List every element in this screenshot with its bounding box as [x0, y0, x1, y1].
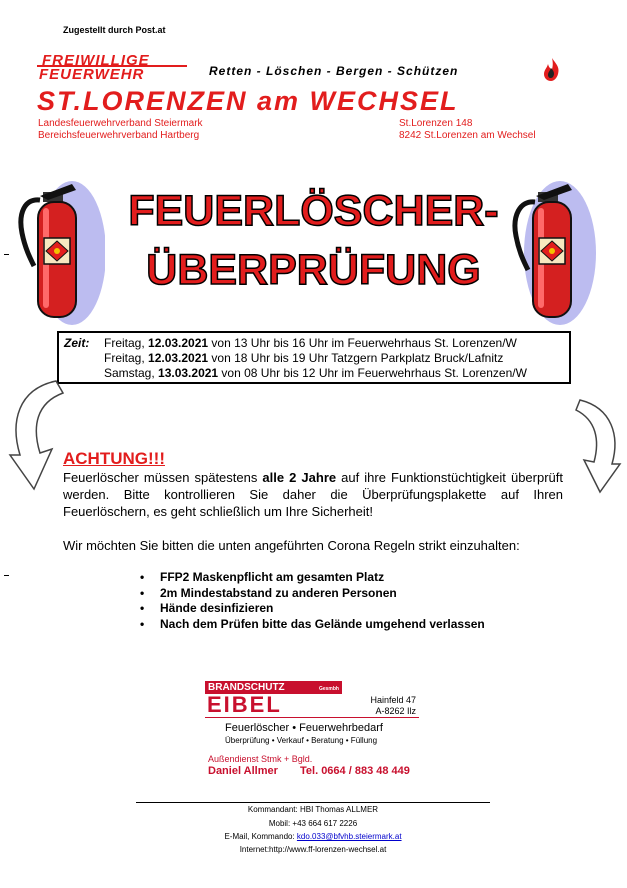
footer-email-label: E-Mail, Kommando:	[224, 832, 297, 841]
list-item: • Nach dem Prüfen bitte das Gelände umgehend verlassen	[140, 617, 485, 633]
sponsor-brand-name: EIBEL	[207, 692, 282, 717]
schedule-label: Zeit:	[64, 336, 90, 350]
schedule-day: Freitag,	[104, 336, 149, 350]
schedule-date: 12.03.2021	[148, 351, 209, 365]
motto: Retten - Löschen - Bergen - Schützen	[209, 64, 459, 78]
schedule-box	[57, 331, 571, 384]
flame-icon	[538, 56, 566, 84]
association-district: Bereichsfeuerwehrverband Hartberg	[38, 130, 200, 141]
corona-rules-list	[140, 570, 485, 632]
sponsor-ad	[205, 681, 419, 779]
address-street: St.Lorenzen 148	[399, 118, 473, 129]
sponsor-field-service: Außendienst Stmk + Bgld.	[208, 754, 313, 764]
schedule-date: 12.03.2021	[148, 336, 209, 350]
footer-email	[136, 830, 490, 843]
notice-text: Feuerlöscher müssen spätestens	[63, 470, 263, 485]
sponsor-services: Überprüfung • Verkauf • Beratung • Füllung	[225, 736, 378, 745]
logo-line2: FEUERWEHR	[39, 66, 145, 83]
logo-line1: FREIWILLIGE	[42, 52, 150, 69]
delivery-note: Zugestellt durch Post.at	[63, 25, 166, 35]
address-city: 8242 St.Lorenzen am Wechsel	[399, 130, 536, 141]
fire-brigade-logo	[37, 53, 189, 83]
curved-arrow-icon	[572, 396, 622, 496]
sponsor-phone: Tel. 0664 / 883 48 449	[300, 765, 410, 777]
title-line1: FEUERLÖSCHER-	[128, 187, 499, 235]
footer-mobile: Mobil: +43 664 617 2226	[268, 819, 358, 828]
curved-arrow-icon	[8, 377, 68, 492]
sponsor-divider	[205, 717, 419, 718]
notice-text: auf ihre Funktionstüchtigkeit überprüft werden. Bitte kontrollieren Sie daher die Überprüfungsplakette auf Ihren Feuerlöschern, es geht schließlich um Ihre Sicherheit!	[63, 470, 563, 519]
list-item: • Hände desinfizieren	[140, 601, 485, 617]
margin-tick	[4, 575, 9, 576]
sponsor-gmbh: Gesmbh	[318, 686, 339, 692]
schedule-details: von 18 Uhr bis 19 Uhr Tatzgern Parkplatz Bruck/Lafnitz	[208, 351, 504, 365]
schedule-day: Samstag,	[104, 366, 159, 380]
sponsor-products: Feuerlöscher • Feuerwehrbedarf	[225, 722, 383, 734]
schedule-details: von 08 Uhr bis 12 Uhr im Feuerwehrhaus St. Lorenzen/W	[218, 366, 527, 380]
schedule-details: von 13 Uhr bis 16 Uhr im Feuerwehrhaus St. Lorenzen/W	[208, 336, 517, 350]
association-left	[38, 118, 203, 142]
town-name: ST.LORENZEN am WECHSEL	[37, 86, 459, 116]
corona-intro: Wir möchten Sie bitten die unten angeführten Corona Regeln strikt einzuhalten:	[63, 538, 520, 553]
association-state: Landesfeuerwehrverband Steiermark	[38, 118, 203, 129]
sponsor-logo	[205, 681, 341, 717]
sponsor-address-city: A-8262 Ilz	[375, 706, 416, 716]
schedule-row	[104, 335, 517, 351]
sponsor-contact-name: Daniel Allmer	[208, 765, 278, 777]
list-item: • 2m Mindestabstand zu anderen Personen	[140, 586, 485, 602]
address-block	[399, 118, 536, 142]
notice-heading: ACHTUNG!!!	[63, 449, 165, 468]
sponsor-address	[350, 695, 416, 717]
email-link[interactable]: kdo.033@bfvhb.steiermark.at	[296, 832, 402, 841]
notice-paragraph	[63, 469, 563, 520]
notice-emphasis: alle 2 Jahre	[262, 470, 337, 485]
margin-tick	[4, 254, 9, 255]
sponsor-address-street: Hainfeld 47	[370, 695, 416, 705]
schedule-row	[104, 350, 503, 366]
list-item: • FFP2 Maskenpflicht am gesamten Platz	[140, 570, 485, 586]
footer-internet: Internet:http://www.ff-lorenzen-wechsel.at	[239, 845, 387, 854]
sponsor-brand-label: BRANDSCHUTZ	[208, 682, 285, 693]
title-line2: ÜBERPRÜFUNG	[146, 246, 481, 294]
schedule-row	[104, 365, 527, 381]
schedule-date: 13.03.2021	[158, 366, 219, 380]
schedule-day: Freitag,	[104, 351, 149, 365]
footer-commander: Kommandant: HBI Thomas ALLMER	[247, 805, 379, 814]
